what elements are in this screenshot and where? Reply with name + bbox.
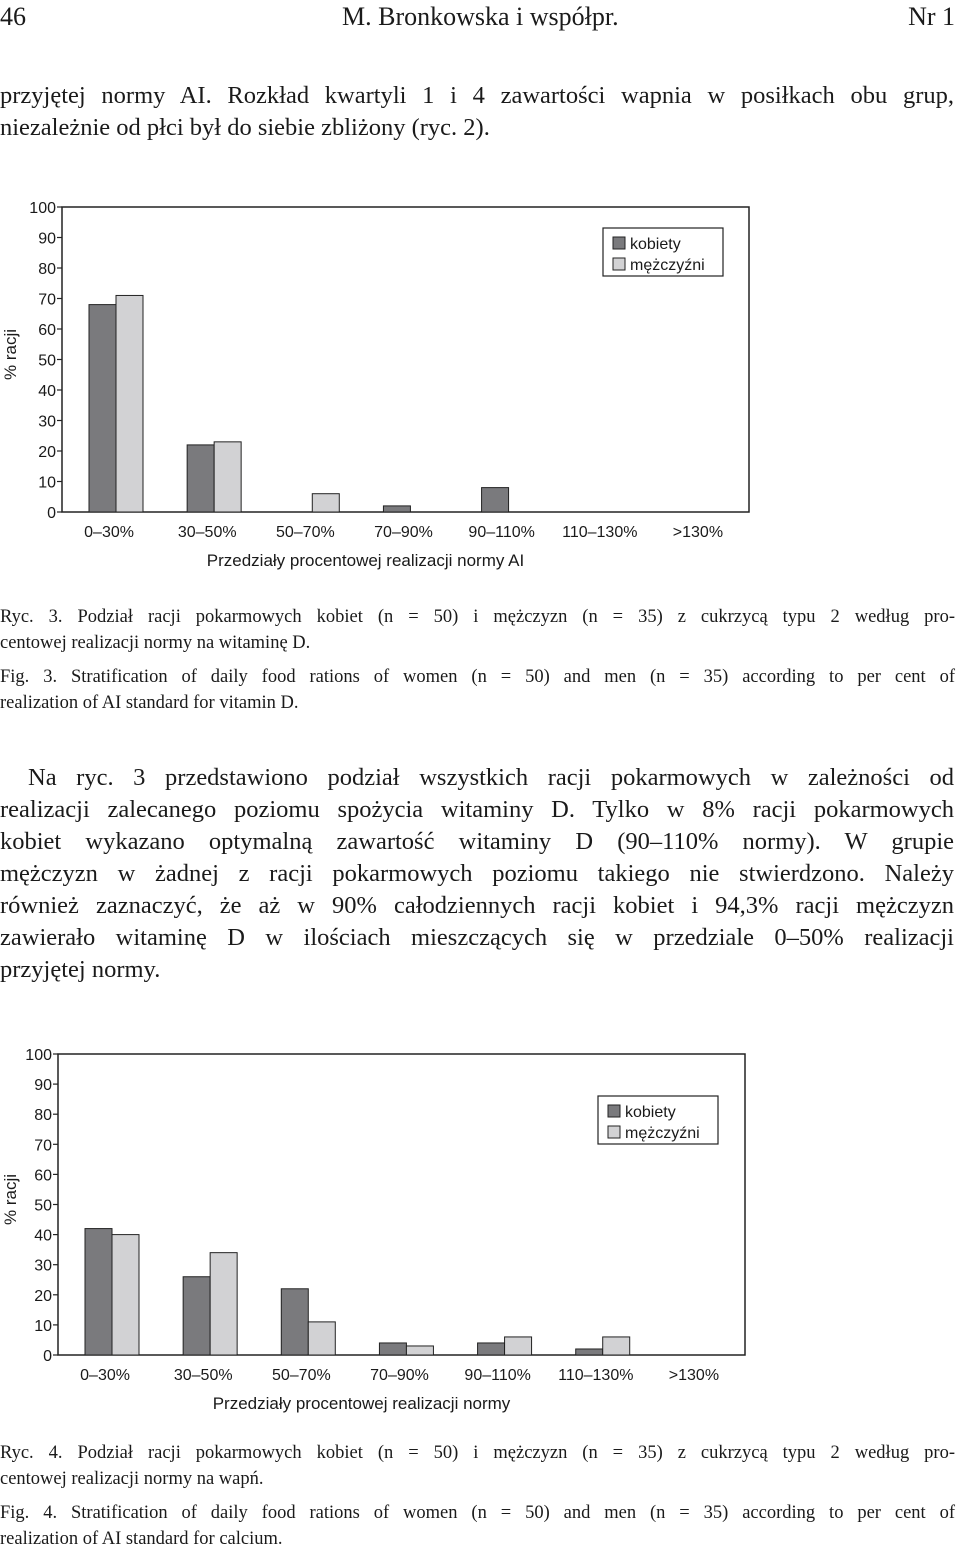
y-tick-label: 60 bbox=[34, 1167, 52, 1185]
caption-line-en: Fig. 4. Stratification of daily food rations of women (n = 50) and men (n = 35) according to per cent of bbox=[0, 1503, 955, 1523]
page-number: 46 bbox=[0, 2, 26, 31]
text-line: przyjętej normy AI. Rozkład kwartyli 1 i 4 zawartości wapnia w posiłkach obu grup, bbox=[0, 82, 954, 109]
bar-men bbox=[112, 1235, 139, 1355]
y-tick-label: 70 bbox=[38, 291, 56, 309]
bar-women bbox=[281, 1289, 308, 1355]
y-tick-label: 60 bbox=[38, 322, 56, 339]
bar-men bbox=[505, 1337, 532, 1355]
y-tick-label: 80 bbox=[34, 1107, 52, 1125]
x-tick-label: >130% bbox=[668, 1367, 720, 1384]
issue-number: Nr 1 bbox=[908, 2, 955, 31]
y-tick-label: 20 bbox=[38, 444, 56, 461]
x-tick-label: >130% bbox=[672, 524, 724, 541]
bar-women bbox=[89, 305, 116, 512]
x-tick-label: 30–50% bbox=[173, 1367, 233, 1384]
bar-men bbox=[406, 1346, 433, 1355]
x-tick-label: 30–50% bbox=[177, 524, 237, 541]
y-tick-label: 40 bbox=[38, 383, 56, 400]
figure-3-caption bbox=[0, 604, 955, 716]
bar-women bbox=[383, 506, 410, 512]
figure-4-caption bbox=[0, 1440, 955, 1552]
y-tick-label: 100 bbox=[25, 1047, 52, 1064]
bar-women bbox=[478, 1343, 505, 1355]
legend-label: kobiety bbox=[630, 236, 681, 253]
bar-women bbox=[183, 1277, 210, 1355]
y-axis-label: % racji bbox=[1, 328, 20, 381]
bar-women bbox=[187, 445, 214, 512]
x-tick-label: 70–90% bbox=[374, 524, 433, 541]
y-tick-label: 40 bbox=[34, 1227, 52, 1245]
y-tick-label: 70 bbox=[34, 1137, 52, 1155]
y-tick-label: 10 bbox=[38, 474, 56, 492]
y-tick-label: 90 bbox=[38, 230, 56, 248]
y-tick-label: 0 bbox=[47, 505, 56, 522]
body-paragraph bbox=[0, 762, 954, 986]
x-tick-label: 110–130% bbox=[562, 524, 638, 541]
x-tick-label: 50–70% bbox=[275, 524, 335, 541]
x-tick-label: 0–30% bbox=[80, 1367, 130, 1384]
bar-women bbox=[482, 488, 509, 512]
bar-chart-vitamin-d bbox=[0, 180, 960, 580]
y-tick-label: 30 bbox=[38, 413, 56, 431]
x-axis-label: Przedziały procentowej realizacji normy bbox=[212, 1394, 511, 1413]
y-tick-label: 10 bbox=[34, 1317, 52, 1335]
text-line: kobiet wykazano optymalną zawartość witaminy D (90–110% normy). W grupie bbox=[0, 828, 954, 855]
legend-swatch-men bbox=[608, 1126, 620, 1138]
caption-line-pl: centowej realizacji normy na witaminę D. bbox=[0, 633, 311, 653]
y-tick-label: 80 bbox=[38, 261, 56, 278]
bar-chart-calcium bbox=[0, 1030, 960, 1430]
text-line: realizacji zalecanego poziomu spożycia witaminy D. Tylko w 8% racji pokarmowych bbox=[0, 796, 954, 823]
x-tick-label: 90–110% bbox=[468, 524, 535, 541]
bar-women bbox=[379, 1343, 406, 1355]
legend-label: kobiety bbox=[625, 1104, 676, 1121]
x-tick-label: 70–90% bbox=[370, 1367, 429, 1384]
text-line: przyjętej normy. bbox=[0, 956, 161, 983]
y-tick-label: 100 bbox=[29, 200, 56, 217]
legend-swatch-men bbox=[613, 258, 625, 270]
bar-men bbox=[210, 1253, 237, 1355]
bar-men bbox=[312, 494, 339, 512]
y-tick-label: 50 bbox=[34, 1197, 52, 1215]
caption-line-en: realization of AI standard for vitamin D. bbox=[0, 693, 299, 713]
text-line: zawierało witaminę D w ilościach mieszczących się w przedziale 0–50% realizacji bbox=[0, 924, 954, 951]
intro-paragraph bbox=[0, 80, 954, 144]
figure-4-chart bbox=[0, 1030, 960, 1435]
caption-line-pl: Ryc. 3. Podział racji pokarmowych kobiet (n = 50) i mężczyzn (n = 35) z cukrzycą typu 2 według pro- bbox=[0, 607, 955, 627]
y-tick-label: 30 bbox=[34, 1257, 52, 1275]
legend-label: mężczyźni bbox=[630, 257, 705, 274]
text-line: również zaznaczyć, że aż w 90% całodziennych racji kobiet i 94,3% racji mężczyzn bbox=[0, 892, 954, 919]
x-tick-label: 0–30% bbox=[84, 524, 134, 541]
y-tick-label: 20 bbox=[34, 1287, 52, 1305]
bar-women bbox=[85, 1229, 112, 1355]
y-tick-label: 50 bbox=[38, 352, 56, 370]
x-tick-label: 90–110% bbox=[464, 1367, 531, 1384]
running-title: M. Bronkowska i współpr. bbox=[342, 2, 619, 31]
bar-men bbox=[214, 442, 241, 512]
legend-swatch-women bbox=[608, 1105, 620, 1117]
text-line: niezależnie od płci był do siebie zbliżony (ryc. 2). bbox=[0, 114, 490, 141]
text-line: mężczyzn w żadnej z racji pokarmowych poziomu takiego nie stwierdzono. Należy bbox=[0, 860, 954, 887]
running-head bbox=[0, 0, 955, 40]
legend-swatch-women bbox=[613, 237, 625, 249]
caption-line-pl: Ryc. 4. Podział racji pokarmowych kobiet (n = 50) i mężczyzn (n = 35) z cukrzycą typu 2 według pro- bbox=[0, 1443, 955, 1463]
y-axis-label: % racji bbox=[1, 1173, 20, 1226]
x-tick-label: 110–130% bbox=[558, 1367, 634, 1384]
bar-men bbox=[308, 1322, 335, 1355]
bar-men bbox=[116, 295, 143, 512]
caption-line-en: Fig. 3. Stratification of daily food rations of women (n = 50) and men (n = 35) according to per cent of bbox=[0, 667, 955, 687]
x-tick-label: 50–70% bbox=[271, 1367, 331, 1384]
y-tick-label: 0 bbox=[43, 1348, 52, 1365]
bar-women bbox=[576, 1349, 603, 1355]
text-line: Na ryc. 3 przedstawiono podział wszystkich racji pokarmowych w zależności od bbox=[28, 764, 954, 791]
y-tick-label: 90 bbox=[34, 1077, 52, 1095]
figure-3-chart bbox=[0, 180, 960, 585]
caption-line-en: realization of AI standard for calcium. bbox=[0, 1529, 283, 1549]
bar-men bbox=[603, 1337, 630, 1355]
caption-line-pl: centowej realizacji normy na wapń. bbox=[0, 1469, 264, 1489]
legend-label: mężczyźni bbox=[625, 1125, 700, 1142]
x-axis-label: Przedziały procentowej realizacji normy AI bbox=[206, 551, 525, 570]
